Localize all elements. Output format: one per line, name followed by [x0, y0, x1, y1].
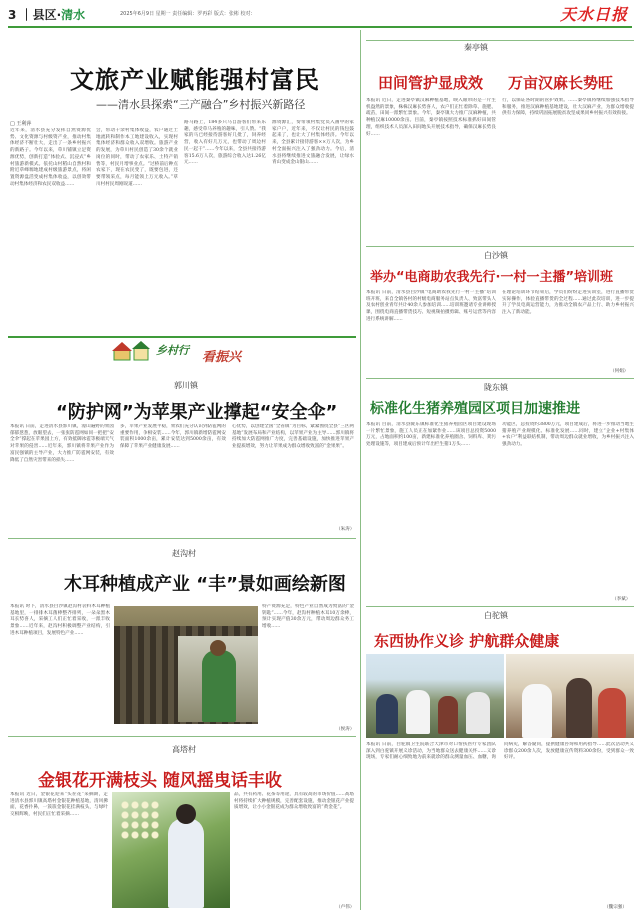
qinting-col-2: 行，以保证各时期的管护效果。……秦亭镇将继续加强技术指导和服务，推进汉麻种植基地建设，壮大汉麻产业，为群众增收提供有力保障，持续巩固拓展脱贫攻坚成果同乡村振兴有效衔接。	[502, 98, 634, 117]
longdong-col-1: 本报讯 目前，清水县陇东镇标准化生猪养殖园区项目建设现场一片繁忙景象，施工人员正在加紧作业……该项目总投资5000万元，占地面积约100亩，新建标准化养殖圈舍、饲料库、粪污处理设施等，项目建成后预计年出栏生猪1万头……	[366, 422, 496, 448]
photo-figure-head	[176, 804, 196, 824]
gaoqiao-author: （卢伟）	[336, 905, 355, 910]
baisha-title: 举办“电商助农我先行·一村一主播”培训班	[370, 270, 614, 285]
guochuan-col-1: 本报讯 日前，走进清水县郭川镇，漫山遍野的果园郁郁葱葱，放眼望去，一张张防雹网如同一把把“安全伞”撑起在苹果园上方，有效抵御冰雹等极端天气对苹果的侵害……近年来，郭川镇将苹果产业作为富民强镇的主导产业，大力推广防雹网安装，有效降低了自然灾害带来的损失……	[10, 424, 114, 463]
longdong-author: （李斌）	[612, 597, 631, 602]
longdong-col-2: 功能区，总投资约3800万元，项目建成后，将进一步推动当地生猪养殖产业规模化、标准化发展……同时，建立“企业+村集体+农户”利益联结机制，带动周边群众就业增收，为乡村振兴注入强劲动力。	[502, 422, 634, 448]
section-dot: ·	[56, 8, 62, 22]
qinting-title-left: 田间管护显成效	[378, 74, 484, 92]
town-label-gaoqiao: 高塔村	[172, 745, 196, 754]
lower-section-rule	[8, 336, 356, 338]
baituo-photo-1	[366, 654, 504, 738]
rural-revitalization-banner	[112, 340, 252, 365]
photo-figure	[202, 650, 236, 722]
town-label-baisha: 白沙镇	[484, 251, 508, 260]
banner-text-a: 乡村行	[156, 344, 189, 357]
baituo-body: 本报讯 日前，白驼镇卫生院联合天津市对口帮扶医疗专家团队深入到白驼镇开展义诊活动，为当地群众送去健康关怀……义诊现场，专家们耐心细致地为前来就诊的群众测量血压、血糖，询问病史，解答疑问，提供健康咨询和用药指导……此次活动共义诊群众200余人次，发放健康宣传资料300余份，受到群众一致好评。	[366, 742, 634, 761]
photo-figure	[466, 692, 490, 734]
village-house-icon	[112, 340, 152, 362]
zhaogou-col-1: 本报讯 时下，清水县白沙镇赵沟村袋料木耳种植基地里，一排排木耳菌棒整齐排列，一朵朵黑木耳长势喜人，采摘工人们正忙着采收，一派丰收景象……近年来，赵沟村积极调整产业结构，引进木耳种植项目，发展特色产业……	[10, 604, 110, 636]
issue-meta: 2025年6月9日 星期一 责任编辑：罗再彩 版式：张彬 校对：	[120, 11, 256, 17]
photo-figure	[168, 818, 204, 908]
gaoqiao-photo	[112, 792, 230, 908]
header-rule	[8, 26, 632, 28]
zhaogou-photo-inset	[178, 636, 258, 722]
guochuan-title: “防护网”为苹果产业撑起“安全伞”	[56, 402, 338, 423]
qinting-title-right: 万亩汉麻长势旺	[508, 74, 614, 92]
guochuan-col-3: 心优势，以创建全国“全省镇”为目标，紧紧围绕全县“三区两基地”发展布局和产业结构，以苹果产业为主导……郭川镇将持续加大防雹网推广力度，完善基础设施，加快推进苹果产业提质增效，努力让苹果成为群众增收致富的“金果果”。	[232, 424, 354, 450]
gaoqiao-col-2: 品，共有药用、花茶等用途，具有较高的市场价值……高塔村将持续扩大种植规模，完善配套设施，推动金银花产业提质增效，让小小金银花成为群众增收致富的“黄金花”。	[234, 792, 354, 811]
section-name: 清水	[61, 8, 86, 22]
baituo-rule	[366, 606, 634, 607]
section-prefix: 县区	[32, 8, 57, 22]
baituo-author: （魏宗强）	[604, 905, 627, 910]
lead-col-2: 会，带动千余村集体收益，农户通过土地流转和制作本工地建设收入，实现村集体经济和群众收入双增收。旅游产业的发展，为草川村民创造了30余个就业岗位的同时，带动了农家乐、土特产销售等，村民月增事业点。“过桥前后种点农家下，现在农民变了，既要包进，还要带领采点，每月能领上万元收入。”草川村村民周刚说道……	[96, 128, 178, 187]
baisha-rule	[366, 246, 634, 247]
column-divider	[360, 30, 361, 910]
zhaogou-col-2: 特产资源充足，特色产业自然成为致富的“金钥匙”……今年，赵沟村种植木耳10万余棒，预计实现产值30余万元，带动周边群众务工增收……	[262, 604, 354, 630]
page-section	[8, 6, 85, 23]
photo-figure	[376, 694, 398, 734]
qinting-rule	[366, 40, 634, 41]
photo-figure	[438, 696, 458, 734]
town-label-longdong: 陇东镇	[484, 383, 508, 392]
longdong-title: 标准化生猪养殖园区项目加速推进	[370, 401, 580, 417]
lead-col-3: 路马路上，184多只马自游客们带来乐趣，感受草马养殖的趣味，引人赞。“我家的马已经接待游客好几批了，饲养经营，收入有好几万元，也带动了周边村民一起干”……今年以来，全县共接待游客15.6万人次，旅游综合收入达1.26亿元……	[184, 120, 266, 166]
gaoqiao-rule	[8, 736, 356, 737]
lead-col-4: 源资源汇，奏带领村集党员入画中的家家户户，近年来，不仅让村民的钱包鼓起来了，也让大了村集体经济。今年以来，全县累计接待游客××万人次，为乡村全面振兴注入了强劲动力。今后，清水县将继续推进文旅融合发展，让绿水青山变成金山银山……	[272, 120, 354, 166]
baisha-author: （何娟）	[610, 369, 629, 374]
qinting-col-1: 本报讯 近日，走进秦亭镇汉麻种植基地，映入眼帘的是一片生机盎然的景象，株株汉麻长势喜人，农户们正忙着除草、施肥、疏苗，田间一派繁忙景象。今年，秦亭镇大力推广汉麻种植，共种植汉麻10000余亩。目前，秦亭镇按照技术标准抓好田间管理，组织技术人员深入田间地头开展技术指导，确保汉麻长势良好……	[366, 98, 496, 137]
gaoqiao-title: 金银花开满枝头 随风摇曳话丰收	[38, 771, 282, 791]
lead-col-1: 近年来，清水县充分发挥自然资源优势、文化资源与村级资产业，推动村集体经济不断壮大，走出了一条乡村振兴的新路子。今年以来，草川铺镇立足资源优势，创新打造“体验式、沉浸式”乡村旅游新模式。依托山村稻山自然村和附近草峰塬地建成村级旅游景点，将闲置资源盘活变成村集体收益，以创效带动村集体经济和农民双收益……	[10, 128, 91, 187]
photo-flowers	[120, 800, 160, 840]
town-label-baituo: 白驼镇	[484, 611, 508, 620]
section-sep: ｜	[20, 8, 33, 22]
gaoqiao-col-1: 本报讯 近日，金银花迎来“头茬花”采摘期，走进清水县郭川镇高塔村金银花种植基地，清风拂面，花香扑鼻，一簇簇金银花挂满枝头，与绿叶交相辉映，村民们正忙着采摘……	[10, 792, 108, 818]
lead-title: 文旅产业赋能强村富民	[70, 66, 320, 94]
banner-text-b: 看振兴	[202, 350, 242, 365]
photo-figure	[406, 690, 430, 734]
lead-subtitle: ——清水县探索“三产融合”乡村振兴新路径	[96, 98, 306, 111]
town-label-qinting: 秦亭镇	[464, 43, 488, 52]
newspaper-logo: 天水日报	[559, 5, 628, 24]
guochuan-col-2: 多，苹果产业发展平稳，果农们充分认识到防雹网的重要作用，争相安装……今年，郭川镇新增防雹网安装面积1000余亩，累计安装达到5000余亩，有效保障了苹果产业健康发展……	[120, 424, 226, 450]
lead-byline: □ 王利萍	[10, 121, 32, 127]
longdong-rule	[366, 378, 634, 379]
town-label-guochuan: 郭川镇	[174, 381, 198, 390]
baisha-col-2: 在理论培训环节结束后，学员们纷纷走进实训室，进行直播带货实际操作，体验直播带货的全过程……通过此次培训，进一步提升了学员电商运营能力，为推动全镇农产品上行、助力乡村振兴注入了新动能。	[502, 290, 634, 316]
zhaogou-author: （侯涛）	[336, 727, 355, 732]
zhaogou-title: 木耳种植成产业 “丰”景如画绘新图	[64, 574, 346, 595]
town-label-zhaogou: 赵沟村	[172, 549, 196, 558]
guochuan-author: （朱涛）	[336, 527, 355, 532]
photo-figure	[598, 688, 626, 738]
photo-figure-head	[210, 640, 226, 656]
baituo-photo-2	[506, 654, 634, 738]
photo-figure	[566, 678, 592, 738]
zhaogou-rule	[8, 538, 356, 539]
baituo-title: 东西协作义诊 护航群众健康	[374, 632, 560, 650]
photo-figure	[522, 684, 552, 738]
page-number: 3	[8, 8, 17, 22]
baisha-col-1: 本报讯 日前，清水县白沙镇“电商助农我先行一村一主播”培训班开班，来自全镇各村的村级电商服务站点负责人、致富带头人及农村创业青年共计40余人参加培训……培训班邀请专业讲师授课，围绕电商直播带货技巧、短视频拍摄剪辑、账号运营等内容进行系统讲解……	[366, 290, 496, 322]
